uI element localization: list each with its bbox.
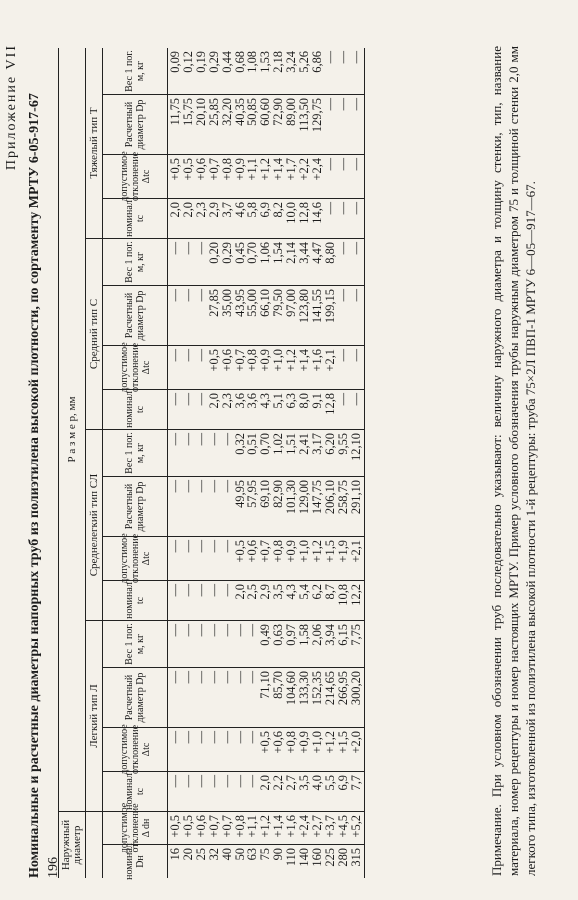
col-m-tol: — — — +0,5 +0,6 +0,7 +0,8 +0,9 +1,0 +1,2 +1,4 +1,6 +2,1 — — [168,346,364,390]
pipe-table [58,48,365,878]
outer-diameter-header: Наружный диаметр [60,819,83,871]
col-m-weight: — — — 0,20 0,29 0,45 0,70 1,06 1,54 2,14 3,44 4,47 8,80 — — [168,239,364,286]
light-wall-header: номинал tс [103,772,167,812]
spacer-cell [86,812,102,878]
light-diam-header: Расчетный диаметр Dp [103,668,167,728]
medium-type-header: Средний тип С [86,239,102,430]
col-m-diam: — — — 27,85 35,00 43,95 55,00 66,10 79,50 97,00 123,80 141,55 199,15 — — [168,286,364,346]
m-wall-header: номинал tс [103,390,167,430]
col-light-tol: — — — — — — — +0,5 +0,6 +0,8 +0,9 +1,0 +1,2 +1,5 +2,0 [168,728,364,772]
m-tol-header: допустимое отклонение Δtс [103,346,167,390]
col-light-weight: — — — — — — — 0,49 0,63 0,97 1,58 2,06 3,94 6,15 7,75 [168,621,364,668]
nominal-d-header: номинал Dн [124,843,146,880]
type-header-row [86,48,103,878]
h-tol-header: допустимое отклонение Δtс [103,155,167,199]
col-h-wall: 2,0 2,0 2,3 2,9 3,7 4,6 5,8 6,9 8,2 10,0 12,8 14,6 — — — [168,199,364,239]
heavy-type-header: Тяжелый тип Т [86,48,102,239]
col-ml-wall: — — — — — 2,0 2,5 2,9 3,5 4,3 5,4 6,2 8,7 10,8 12,2 [168,581,364,621]
medium-light-type-header: Среднелегкий тип СЛ [86,430,102,621]
col-ml-tol: — — — — — +0,5 +0,6 +0,7 +0,8 +0,9 +1,0 +1,2 +1,5 +1,9 +2,1 [168,537,364,581]
col-ml-diam: — — — — — 49,95 57,95 69,10 82,90 101,30 129,00 147,75 206,10 258,75 291,10 [168,477,364,537]
page-number: 196 [46,857,61,878]
m-weight-header: Вес 1 пог. м, кг [103,239,167,286]
col-m-wall: — — — 2,0 2,3 3,6 3,6 4,3 5,1 6,3 8,0 9,1 12,8 — — [168,390,364,430]
table-note: Примечание. При условном обозначении труб последовательно указывают: величину наружного диаметра и толщину стенки, тип, название материала, номер рецептуры и номер настоящих МРТУ. Пример условного обозначения трубы наружным диаметром 75 и толщиной стенки 2,0 мм легкого типа, изготовленной из полиэтилена высокой плотности 1-й рецептуры: труба 75×2Л ПВП-1 МРТУ 6—05—917—67. [489,46,538,876]
col-h-diam: 11,75 15,75 20,10 25,85 32,20 40,35 50,85 60,60 72,90 89,00 113,50 129,75 — — — [168,95,364,155]
m-diam-header: Расчетный диаметр Dp [103,286,167,346]
h-wall-header: номинал tс [103,199,167,239]
group-header-row [59,48,86,878]
light-tol-header: допустимое отклонение Δtс [103,728,167,772]
col-ml-weight: — — — — — 0,32 0,51 0,70 1,02 1,51 2,41 3,17 6,20 9,55 12,10 [168,430,364,477]
col-h-weight: 0,09 0,12 0,19 0,29 0,44 0,68 1,08 1,53 2,18 3,24 5,26 6,86 — — — [168,48,364,95]
ml-wall-header: номинал tс [103,581,167,621]
h-weight-header: Вес 1 пог. м, кг [103,48,167,95]
ml-diam-header: Расчетный диаметр Dp [103,477,167,537]
h-diam-header: Расчетный диаметр Dp [103,95,167,155]
col-outer-nominal: 16 20 25 32 40 50 63 75 90 110 140 160 225 280 315 [168,848,363,867]
ml-tol-header: допустимое отклонение Δtс [103,537,167,581]
col-h-tol: +0,5 +0,5 +0,6 +0,7 +0,8 +0,9 +1,1 +1,2 +1,4 +1,7 +2,2 +2,4 — — — [168,155,364,199]
appendix-label: Приложение VII [4,44,19,171]
col-outer-tol: +0,5 +0,5 +0,6 +0,7 +0,7 +0,8 +1,1 +1,2 +1,4 +1,6 +2,4 +2,7 +3,7 +4,5 +5,2 [168,812,364,845]
tol-d-header: допустимое отклонение Δ dн [103,812,167,845]
sizes-header: Р а з м е р, мм [59,48,85,812]
col-light-diam: — — — — — — — 71,10 85,70 104,60 133,30 152,35 214,65 266,95 300,20 [168,668,364,728]
col-light-wall: — — — — — — — 2,0 2,2 2,7 3,5 4,0 5,5 6,9 7,7 [168,772,364,812]
table-title: Номинальные и расчетные диаметры напорных труб из полиэтилена высокой плотности, по сортаменту МРТУ 6-05-917-67 [27,93,42,878]
column-header-row [103,48,168,878]
table-body [168,48,364,878]
ml-weight-header: Вес 1 пог. м, кг [103,430,167,477]
light-weight-header: Вес 1 пог. м, кг [103,621,167,668]
light-type-header: Легкий тип Л [86,621,102,812]
